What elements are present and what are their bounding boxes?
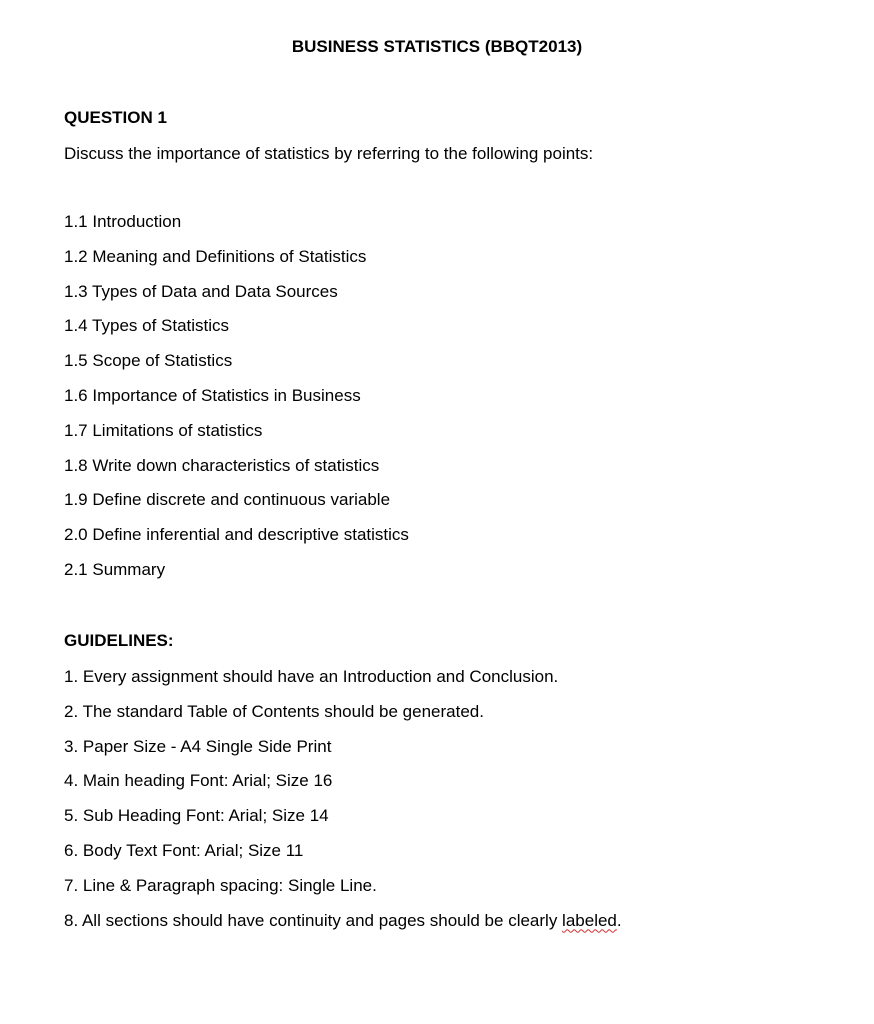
question-point: 1.4 Types of Statistics	[64, 316, 230, 336]
guideline-item-period: .	[616, 910, 622, 930]
document-title: BUSINESS STATISTICS (BBQT2013)	[291, 37, 583, 56]
question-point: 1.8 Write down characteristics of statistics	[64, 455, 380, 475]
guidelines-heading: GUIDELINES:	[64, 631, 174, 650]
question-point: 1.1 Introduction	[64, 212, 182, 231]
question-heading: QUESTION 1	[64, 108, 167, 127]
guidelines-list	[64, 667, 622, 945]
question-point: 1.7 Limitations of statistics	[64, 420, 263, 440]
question-point: 1.6 Importance of Statistics in Business	[64, 385, 361, 405]
guideline-item	[64, 911, 622, 946]
question-point: 2.1 Summary	[64, 559, 166, 579]
guideline-item: 6. Body Text Font: Arial; Size 11	[64, 840, 304, 860]
guideline-item: 4. Main heading Font: Arial; Size 16	[64, 771, 333, 791]
guideline-item: 5. Sub Heading Font: Arial; Size 14	[64, 806, 329, 826]
question-prompt: Discuss the importance of statistics by referring to the following points:	[64, 144, 594, 163]
question-point: 1.9 Define discrete and continuous variable	[64, 490, 391, 510]
guideline-item: 2. The standard Table of Contents should be generated.	[64, 701, 484, 721]
guideline-item: 1. Every assignment should have an Introduction and Conclusion.	[64, 667, 559, 686]
guideline-item: 3. Paper Size - A4 Single Side Print	[64, 736, 332, 756]
guideline-item: 7. Line & Paragraph spacing: Single Line.	[64, 875, 377, 895]
question-point: 1.5 Scope of Statistics	[64, 351, 233, 371]
question-point: 1.3 Types of Data and Data Sources	[64, 281, 338, 301]
spellcheck-flagged-word[interactable]: labeled	[562, 910, 617, 930]
question-points-list	[64, 212, 409, 595]
question-point: 1.2 Meaning and Definitions of Statistics	[64, 246, 367, 266]
question-point: 2.0 Define inferential and descriptive statistics	[64, 525, 409, 545]
guideline-item-text: 8. All sections should have continuity and pages should be clearly	[64, 910, 563, 930]
